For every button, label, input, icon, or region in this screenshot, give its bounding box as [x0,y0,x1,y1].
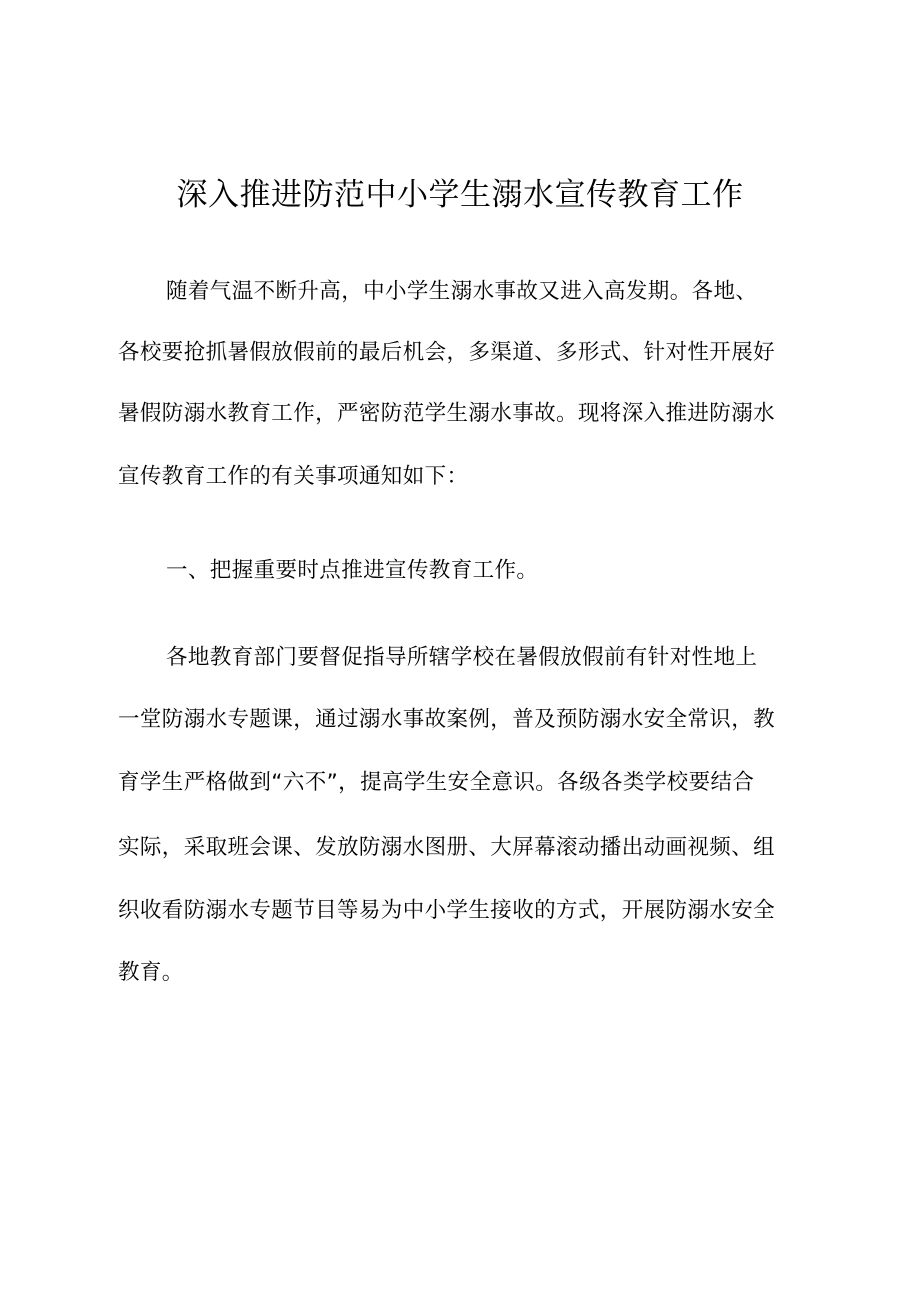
paragraph-2-line-6: 教育。 [118,960,184,985]
paragraph-2-line-5: 织收看防溺水专题节目等易为中小学生接收的方式，开展防溺水安全 [118,898,776,923]
paragraph-2-line-3: 育学生严格做到“六不”，提高学生安全意识。各级各类学校要结合 [118,770,755,795]
paragraph-2-line-1: 各地教育部门要督促指导所辖学校在暑假放假前有针对性地上 [166,645,758,670]
paragraph-1-line-1: 随着气温不断升高，中小学生溺水事故又进入高发期。各地、 [166,279,758,304]
paragraph-1-line-2: 各校要抢抓暑假放假前的最后机会，多渠道、多形式、针对性开展好 [118,340,776,365]
paragraph-1-line-4: 宣传教育工作的有关事项通知如下： [118,464,469,489]
paragraph-2-line-2: 一堂防溺水专题课，通过溺水事故案例，普及预防溺水安全常识，教 [118,707,776,732]
paragraph-1-line-3: 暑假防溺水教育工作，严密防范学生溺水事故。现将深入推进防溺水 [118,401,776,426]
page-title: 深入推进防范中小学生溺水宣传教育工作 [176,177,744,213]
section-1-heading: 一、把握重要时点推进宣传教育工作。 [166,558,539,583]
paragraph-2-line-4: 实际，采取班会课、发放防溺水图册、大屏幕滚动播出动画视频、组 [118,835,776,860]
